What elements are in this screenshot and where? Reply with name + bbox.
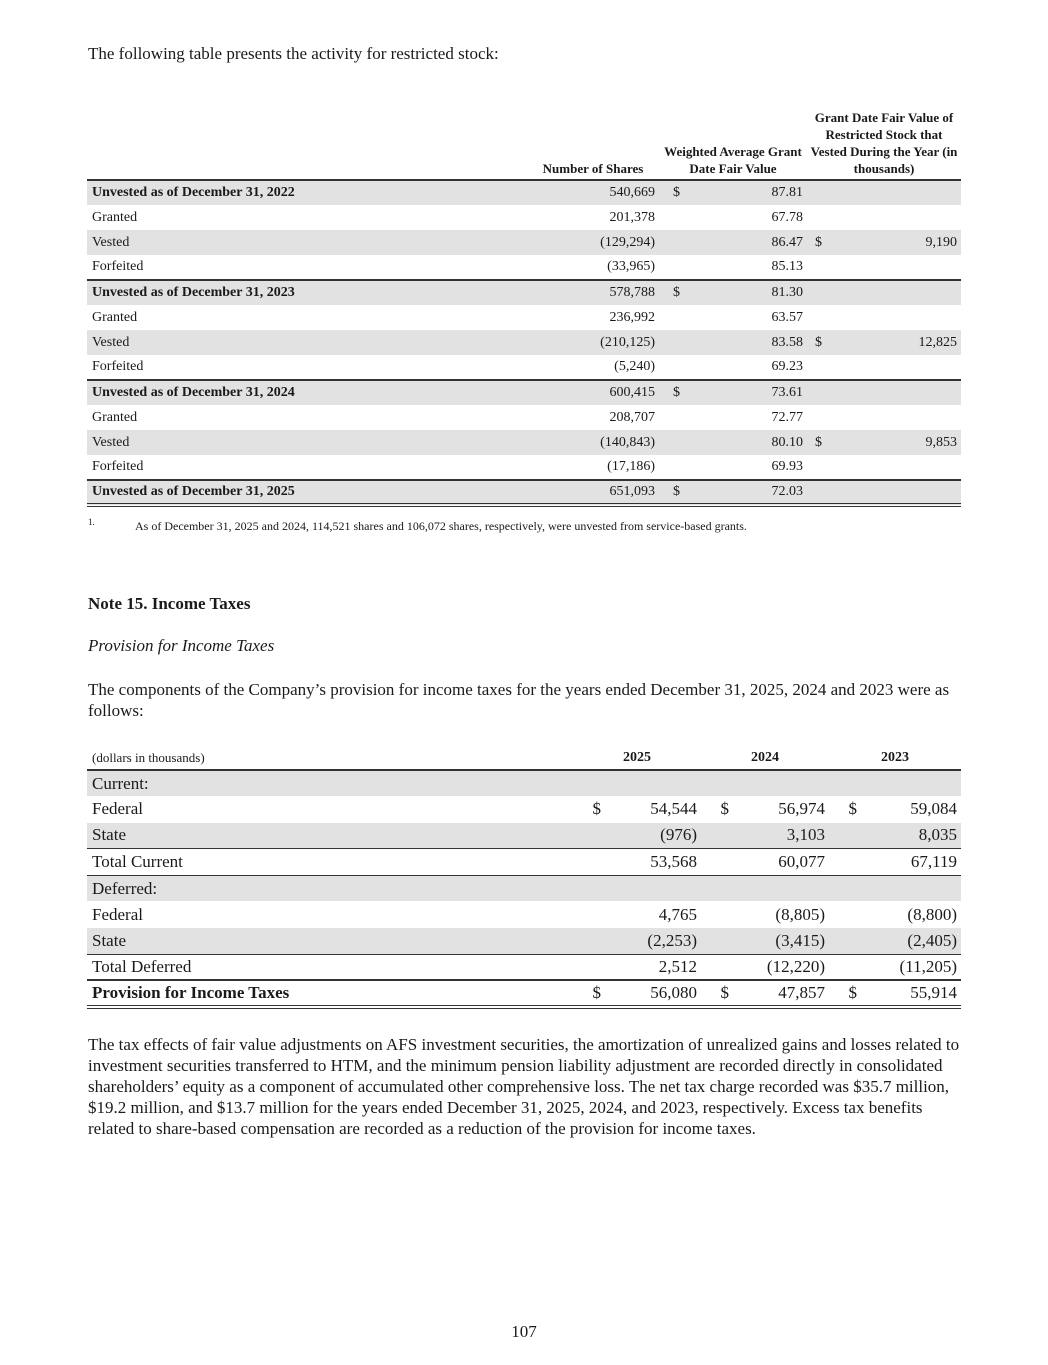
table-cell: [609, 770, 701, 796]
table-cell: [847, 355, 961, 380]
table-cell: 53,568: [609, 849, 701, 875]
table-cell: [807, 180, 847, 205]
table-row: [87, 455, 961, 480]
unit-label: (dollars in thousands): [92, 750, 205, 765]
table-cell: 56,974: [778, 799, 825, 819]
table-cell: [807, 380, 847, 405]
table-cell: [659, 305, 697, 330]
table-cell: 600,415: [527, 380, 659, 405]
spacer: [87, 92, 527, 180]
table-cell: $: [807, 230, 847, 255]
table-row: [87, 928, 961, 954]
table-cell: [737, 770, 829, 796]
table-cell: 236,992: [609, 309, 655, 325]
table-cell: [847, 380, 961, 405]
table-row: [87, 230, 961, 255]
table-cell: 63.57: [771, 309, 803, 325]
table-row: [87, 875, 961, 901]
restricted-stock-table: [87, 92, 961, 507]
table-cell: State: [87, 928, 573, 954]
table-cell: 80.10: [697, 430, 807, 455]
table-row: [87, 355, 961, 380]
table-cell: Forfeited: [92, 259, 144, 274]
table-cell: 69.23: [771, 359, 803, 374]
table-cell: 54,544: [650, 799, 697, 819]
table-cell: (17,186): [607, 459, 655, 474]
income-tax-table: [87, 748, 961, 1009]
table-cell: [847, 180, 961, 205]
table-cell: [829, 928, 865, 954]
table-row: [87, 796, 961, 822]
table-row: [87, 280, 961, 305]
table-cell: $: [592, 799, 601, 819]
table-cell: (3,415): [737, 928, 829, 954]
table-cell: (140,843): [527, 430, 659, 455]
footnote-mark: 1.: [88, 517, 95, 527]
table-cell: (2,253): [609, 928, 701, 954]
table-cell: [659, 355, 697, 380]
table-cell: [701, 770, 737, 796]
table-cell: [807, 305, 847, 330]
table-cell: $: [807, 430, 847, 455]
table-cell: 2,512: [609, 954, 701, 980]
col-header-wavg: Weighted Average Grant Date Fair Value: [664, 144, 802, 176]
table-header-row: [87, 92, 961, 180]
table-cell: [847, 280, 961, 305]
table-cell: Vested: [87, 430, 527, 455]
table-cell: [573, 928, 609, 954]
table-cell: [573, 849, 609, 875]
table-cell: [807, 355, 847, 380]
table-cell: [829, 849, 865, 875]
year-header: 2023: [881, 750, 909, 765]
table-cell: Total Current: [87, 849, 573, 875]
table-cell: Total Deferred: [87, 954, 573, 980]
table-cell: [847, 305, 961, 330]
table-row: [87, 480, 961, 505]
table-cell: Granted: [92, 209, 138, 225]
table-cell: 201,378: [609, 209, 655, 225]
table-cell: [573, 875, 609, 901]
table-cell: [573, 823, 609, 849]
table-cell: Deferred:: [87, 875, 573, 901]
table-cell: 72.77: [771, 409, 803, 425]
table-cell: 651,093: [527, 480, 659, 505]
table-row: [87, 430, 961, 455]
table-cell: [659, 230, 697, 255]
year-header: 2024: [751, 750, 779, 765]
table-cell: (11,205): [865, 954, 961, 980]
table-cell: [573, 954, 609, 980]
table-cell: [659, 255, 697, 280]
table-cell: [701, 954, 737, 980]
table-cell: State: [87, 823, 573, 849]
table-cell: [829, 770, 865, 796]
table-cell: [829, 901, 865, 927]
table-cell: [829, 875, 865, 901]
table-cell: 69.93: [771, 459, 803, 474]
table-cell: [701, 823, 737, 849]
table-cell: $: [701, 980, 737, 1006]
table-cell: [829, 823, 865, 849]
table-cell: $: [659, 480, 697, 505]
table-cell: [659, 430, 697, 455]
table-cell: 55,914: [865, 980, 961, 1006]
table-cell: $: [573, 980, 609, 1006]
table-cell: (976): [609, 823, 701, 849]
table-cell: [701, 849, 737, 875]
intro-text: The following table presents the activity for restricted stock:: [88, 44, 499, 63]
table-cell: (8,800): [907, 904, 957, 924]
table-cell: 47,857: [737, 980, 829, 1006]
table-cell: Unvested as of December 31, 2025: [87, 480, 527, 505]
table-row: [87, 405, 961, 430]
table-row: [87, 823, 961, 849]
table-cell: 56,080: [609, 980, 701, 1006]
table-cell: [573, 901, 609, 927]
footnote-text: As of December 31, 2025 and 2024, 114,521 shares and 106,072 shares, respectively, were unvested from service-based grants.: [135, 519, 747, 533]
table-cell: 208,707: [609, 409, 655, 425]
table-cell: Granted: [92, 309, 138, 325]
table-cell: Unvested as of December 31, 2024: [87, 380, 527, 405]
intro-paragraph: The components of the Company’s provision for income taxes for the years ended December 31, 2025, 2024 and 2023 were as follows:: [88, 680, 950, 720]
table-cell: 59,084: [910, 799, 957, 819]
table-cell: (5,240): [614, 359, 655, 374]
table-cell: (129,294): [527, 230, 659, 255]
table-cell: [573, 770, 609, 796]
table-row: [87, 180, 961, 205]
table-cell: (33,965): [607, 259, 655, 274]
col-header-shares: Number of Shares: [542, 161, 644, 176]
year-header: 2025: [623, 750, 651, 765]
table-cell: Current:: [87, 770, 573, 796]
table-cell: Unvested as of December 31, 2023: [87, 280, 527, 305]
table-row: [87, 901, 961, 927]
table-cell: [847, 455, 961, 480]
table-cell: [807, 405, 847, 430]
table-cell: 87.81: [697, 180, 807, 205]
table-cell: [847, 255, 961, 280]
table-cell: 3,103: [737, 823, 829, 849]
table-cell: [865, 770, 961, 796]
table-cell: 67.78: [771, 209, 803, 225]
table-cell: [659, 205, 697, 230]
table-cell: 60,077: [737, 849, 829, 875]
table-cell: [807, 480, 847, 505]
table-cell: 9,853: [847, 430, 961, 455]
table-cell: $: [659, 280, 697, 305]
table-cell: 81.30: [697, 280, 807, 305]
table-row: [87, 980, 961, 1006]
table-cell: [609, 875, 701, 901]
table-cell: 578,788: [527, 280, 659, 305]
table-cell: Vested: [87, 230, 527, 255]
table-row: [87, 954, 961, 980]
table-cell: [701, 901, 737, 927]
table-row: [87, 849, 961, 875]
table-cell: 540,669: [527, 180, 659, 205]
table-cell: 72.03: [697, 480, 807, 505]
table-cell: $: [848, 799, 857, 819]
table-cell: [807, 455, 847, 480]
section-subheading: Provision for Income Taxes: [88, 636, 275, 655]
table-cell: 85.13: [771, 259, 803, 274]
table-row: [87, 330, 961, 355]
table-cell: Provision for Income Taxes: [87, 980, 573, 1006]
table-cell: 4,765: [658, 904, 697, 924]
table-cell: [737, 875, 829, 901]
table-cell: [659, 405, 697, 430]
table-row: [87, 380, 961, 405]
table-cell: $: [659, 180, 697, 205]
table-cell: $: [720, 799, 729, 819]
table-cell: Unvested as of December 31, 2022: [87, 180, 527, 205]
table-cell: [659, 330, 697, 355]
page-number: 107: [511, 1322, 537, 1341]
table-cell: [829, 954, 865, 980]
table-cell: 8,035: [865, 823, 961, 849]
table-cell: 83.58: [697, 330, 807, 355]
table-row: [87, 770, 961, 796]
table-cell: [865, 875, 961, 901]
table-row: [87, 205, 961, 230]
table-cell: (210,125): [527, 330, 659, 355]
table-cell: 86.47: [697, 230, 807, 255]
table-cell: [847, 205, 961, 230]
table-cell: 67,119: [865, 849, 961, 875]
table-cell: (12,220): [737, 954, 829, 980]
table-cell: [847, 405, 961, 430]
table-cell: 9,190: [847, 230, 961, 255]
col-header-fair-value: Grant Date Fair Value of Restricted Stock that Vested During the Year (in thousands): [810, 110, 958, 176]
table-row: [87, 305, 961, 330]
table-cell: [847, 480, 961, 505]
table-cell: [701, 875, 737, 901]
closing-paragraph: The tax effects of fair value adjustments on AFS investment securities, the amortization of unrealized gains and losses related to investment securities transferred to HTM, and the minimum pension liability adjustment are recorded directly in consolidated shareholders’ equity as a component of accumulated other comprehensive loss. The net tax charge recorded was $35.7 million, $19.2 million, and $13.7 million for the years ended December 31, 2025, 2024, and 2023, respectively. Excess tax benefits related to share-based compensation are recorded as a reduction of the provision for income taxes.: [88, 1035, 960, 1138]
table-cell: $: [807, 330, 847, 355]
table-cell: [659, 455, 697, 480]
table-cell: [807, 255, 847, 280]
table-header-row: [87, 748, 961, 770]
table-row: [87, 255, 961, 280]
table-cell: 73.61: [697, 380, 807, 405]
table-cell: Forfeited: [92, 359, 144, 374]
table-cell: (8,805): [775, 904, 825, 924]
note-title: Note 15. Income Taxes: [88, 594, 251, 613]
table-cell: (2,405): [865, 928, 961, 954]
table-cell: Granted: [92, 409, 138, 425]
table-cell: 12,825: [847, 330, 961, 355]
table-cell: [807, 205, 847, 230]
table-cell: $: [659, 380, 697, 405]
table-cell: Vested: [87, 330, 527, 355]
table-cell: [701, 928, 737, 954]
table-cell: $: [829, 980, 865, 1006]
table-cell: Federal: [92, 904, 143, 924]
table-cell: [807, 280, 847, 305]
table-cell: Federal: [92, 799, 143, 819]
table-cell: Forfeited: [92, 459, 144, 474]
